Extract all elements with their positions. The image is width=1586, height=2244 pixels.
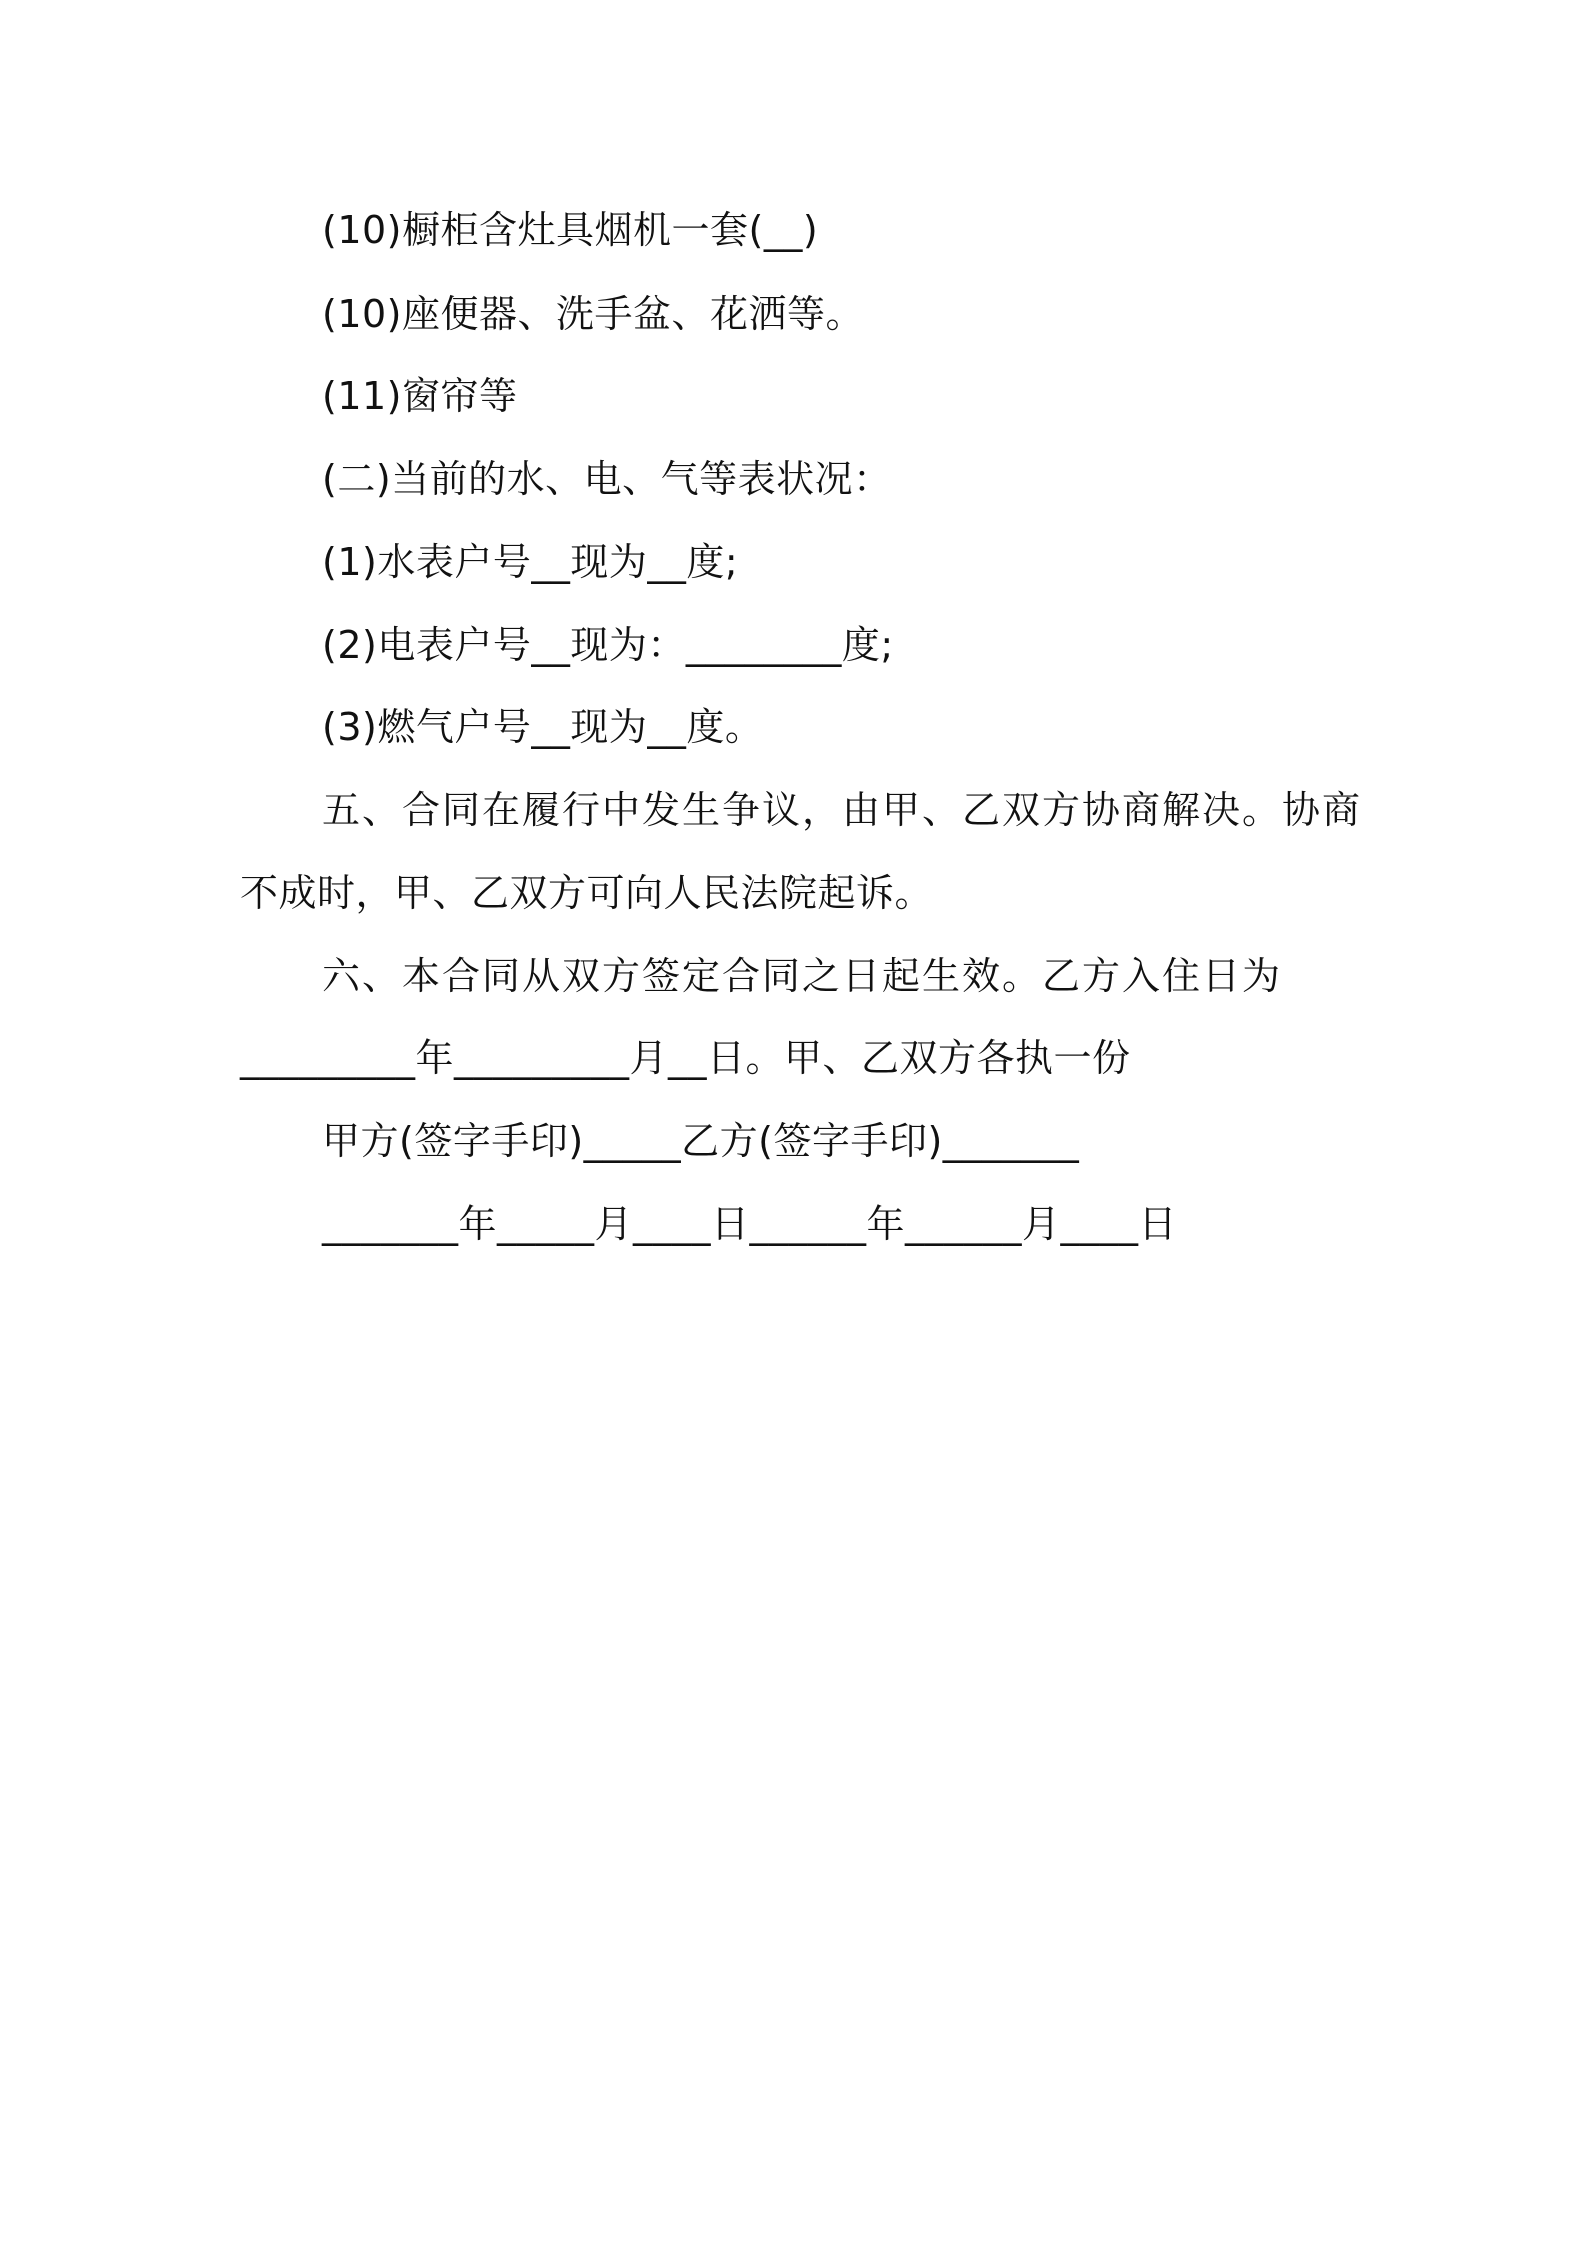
- item-toilet-basin: (10)座便器、洗手盆、花洒等。: [322, 292, 865, 336]
- clause-six-line1: 六、本合同从双方签定合同之日起生效。乙方入住日为: [322, 954, 1283, 998]
- item-cabinet-stove: (10)橱柜含灶具烟机一套(__): [322, 208, 819, 252]
- meters-heading: (二)当前的水、电、气等表状况：: [322, 457, 892, 501]
- clause-five-line2: 不成时，甲、乙双方可向人民法院起诉。: [240, 871, 934, 915]
- signature-line: 甲方(签字手印)_____乙方(签字手印)_______: [322, 1119, 1080, 1163]
- date-line: _______年_____月____日______年______月____日: [322, 1202, 1178, 1246]
- water-meter-line: (1)水表户号__现为__度;: [322, 540, 739, 584]
- item-curtains: (11)窗帘等: [322, 374, 518, 418]
- clause-six-line2: _________年_________月__日。甲、乙双方各执一份: [240, 1036, 1131, 1080]
- electric-meter-line: (2)电表户号__现为：________度;: [322, 623, 894, 667]
- clause-five-line1: 五、合同在履行中发生争议，由甲、乙双方协商解决。协商: [322, 788, 1363, 832]
- gas-meter-line: (3)燃气户号__现为__度。: [322, 705, 764, 749]
